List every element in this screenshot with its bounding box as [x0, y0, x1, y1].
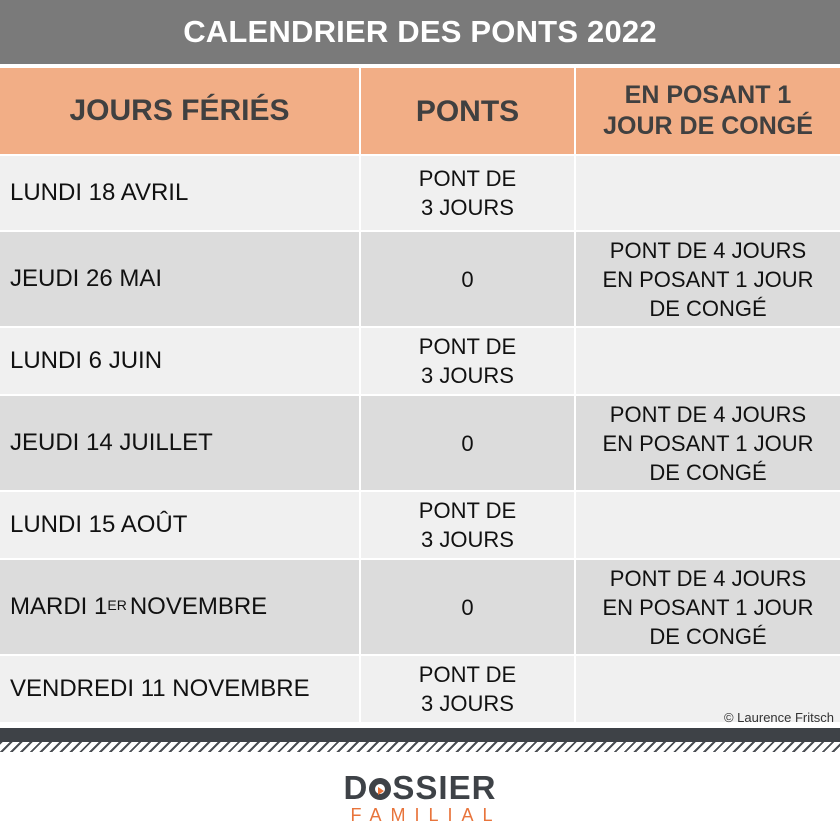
header-en-posant-line2: JOUR DE CONGÉ: [603, 112, 813, 140]
table-row: [0, 396, 840, 492]
holiday-cell: JEUDI 26 MAI: [0, 232, 361, 326]
conge-cell: [576, 232, 840, 326]
logo-play-icon: [369, 778, 391, 800]
holiday-cell: VENDREDI 11 NOVEMBRE: [0, 656, 361, 722]
footer-bar: [0, 728, 840, 742]
table-row: [0, 156, 840, 232]
conge-line1: PONT DE 4 JOURS: [609, 401, 807, 427]
pont-cell: [361, 156, 576, 230]
holiday-day-text: MARDI 1: [10, 593, 108, 620]
pont-line2: 3 JOURS: [421, 195, 514, 220]
table-row: [0, 232, 840, 328]
copyright-notice: © Laurence Fritsch: [723, 710, 834, 725]
conge-cell: [576, 396, 840, 490]
header-jours-feries: JOURS FÉRIÉS: [0, 68, 361, 154]
conge-line2: EN POSANT 1 JOUR: [602, 430, 814, 456]
logo-wordmark: [0, 770, 840, 806]
pont-line1: PONT DE: [418, 662, 517, 687]
conge-line1: PONT DE 4 JOURS: [609, 237, 807, 263]
header-ponts: PONTS: [361, 68, 576, 154]
conge-line3: DE CONGÉ: [649, 459, 767, 485]
conge-cell: [576, 560, 840, 654]
pont-cell: 0: [361, 232, 576, 326]
conge-cell: [576, 492, 840, 558]
logo-text-end: SSIER: [392, 769, 497, 806]
holiday-month-text: NOVEMBRE: [129, 593, 268, 620]
holiday-cell: JEUDI 14 JUILLET: [0, 396, 361, 490]
pont-line1: PONT DE: [418, 166, 517, 191]
conge-line2: EN POSANT 1 JOUR: [602, 594, 814, 620]
conge-line2: EN POSANT 1 JOUR: [602, 266, 814, 292]
table-row: [0, 328, 840, 396]
logo-text-start: D: [343, 769, 369, 806]
pont-line2: 3 JOURS: [421, 691, 514, 716]
ordinal-suffix: ER: [107, 597, 127, 613]
logo-subtitle: FAMILIAL: [350, 805, 502, 825]
pont-line2: 3 JOURS: [421, 527, 514, 552]
holiday-cell: LUNDI 6 JUIN: [0, 328, 361, 394]
footer-hatch-divider: [0, 742, 840, 752]
pont-cell: [361, 492, 576, 558]
pont-cell: 0: [361, 560, 576, 654]
conge-line3: DE CONGÉ: [649, 295, 767, 321]
pont-cell: [361, 656, 576, 722]
header-en-posant-line1: EN POSANT 1: [624, 81, 792, 109]
pont-cell: [361, 328, 576, 394]
pont-line1: PONT DE: [418, 498, 517, 523]
pont-line1: PONT DE: [418, 334, 517, 359]
conge-cell: [576, 156, 840, 230]
bridges-table: [0, 68, 840, 724]
pont-cell: 0: [361, 396, 576, 490]
conge-cell: [576, 328, 840, 394]
header-en-posant: [576, 68, 840, 154]
pont-line2: 3 JOURS: [421, 363, 514, 388]
table-header-row: [0, 68, 840, 156]
conge-line3: DE CONGÉ: [649, 623, 767, 649]
table-row: [0, 656, 840, 724]
page-title: CALENDRIER DES PONTS 2022: [0, 0, 840, 64]
holiday-cell: [0, 560, 361, 654]
table-row: [0, 492, 840, 560]
holiday-cell: LUNDI 18 AVRIL: [0, 156, 361, 230]
dossier-familial-logo: [0, 770, 840, 824]
table-row: [0, 560, 840, 656]
conge-line1: PONT DE 4 JOURS: [609, 565, 807, 591]
holiday-cell: LUNDI 15 AOÛT: [0, 492, 361, 558]
